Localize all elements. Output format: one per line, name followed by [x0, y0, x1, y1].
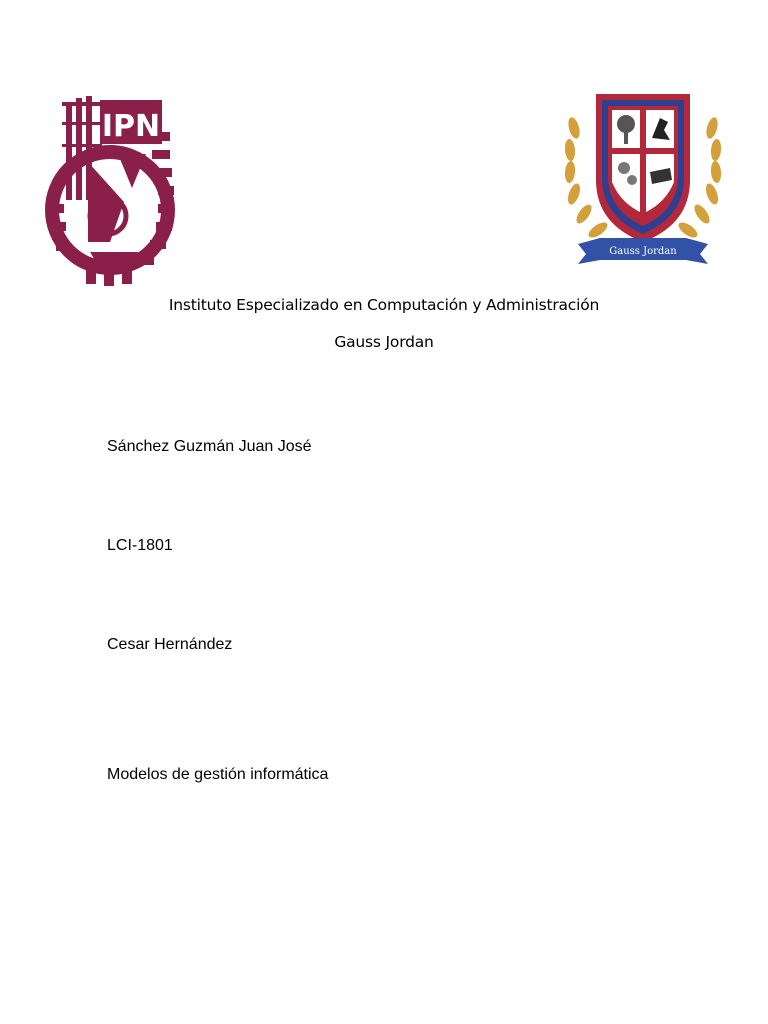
- gauss-jordan-logo: [560, 88, 726, 274]
- teacher-name: Cesar Hernández: [107, 636, 233, 653]
- institution-title: Instituto Especializado en Computación y Administración: [168, 296, 600, 314]
- school-title: Gauss Jordan: [334, 333, 434, 351]
- ipn-logo: [28, 92, 200, 290]
- subject-name: Modelos de gestión informática: [107, 766, 329, 783]
- ribbon-text: Gauss Jordan: [609, 246, 677, 257]
- student-name: Sánchez Guzmán Juan José: [107, 438, 312, 455]
- group-code: LCI-1801: [107, 537, 173, 554]
- ipn-logo-text: IPN: [101, 109, 161, 144]
